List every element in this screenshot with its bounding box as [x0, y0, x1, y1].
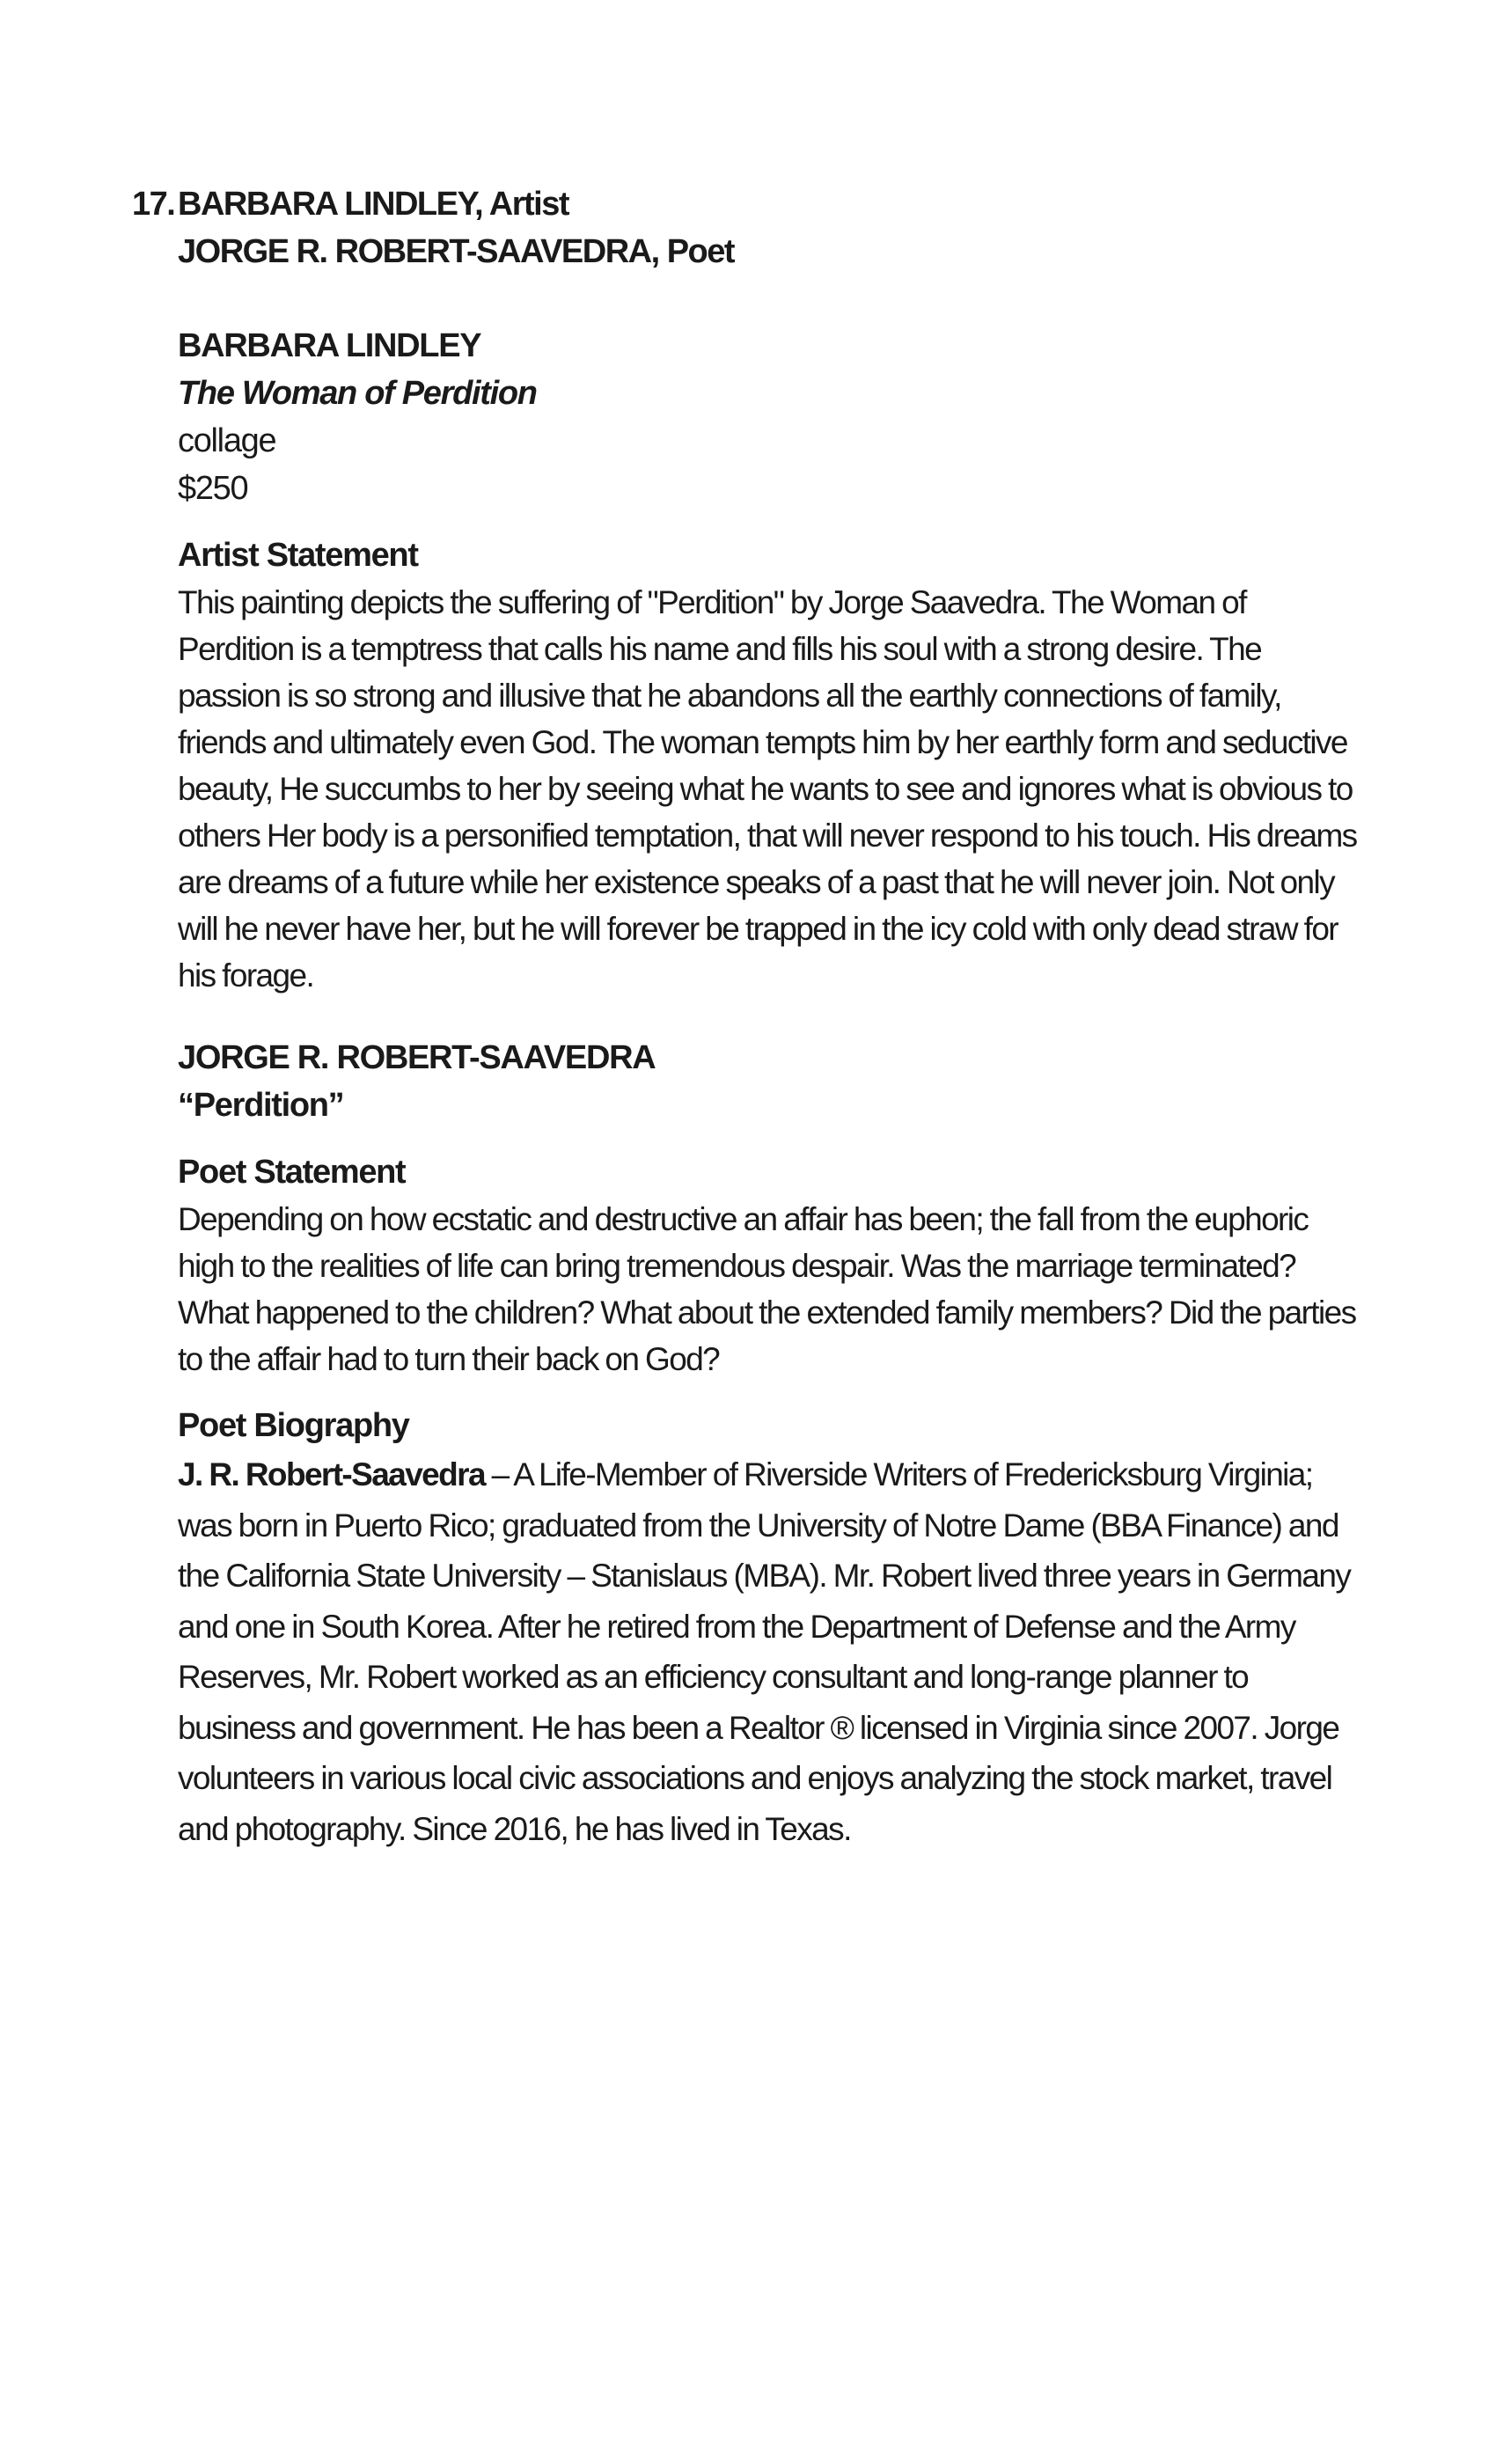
- entry-number: 17.: [132, 186, 175, 223]
- entry-poet-credit: JORGE R. ROBERT-SAAVEDRA, Poet: [178, 233, 735, 270]
- entry-content: [178, 322, 1357, 1854]
- poet-name: JORGE R. ROBERT-SAAVEDRA: [178, 1039, 656, 1076]
- artwork-price: $250: [178, 470, 248, 507]
- poem-title: “Perdition”: [178, 1087, 344, 1124]
- artist-statement-heading: Artist Statement: [178, 537, 418, 574]
- entry-header-line-2: [132, 228, 1364, 275]
- poet-statement-text: Depending on how ecstatic and destructive an affair has been; the fall from the euphoric high to the realities of life can bring tremendous despair. Was the marriage terminated? What happened to the children? What about the extended family members? Did the parties to the affair had to turn their back on God?: [178, 1201, 1356, 1377]
- poet-biography-name: J. R. Robert-Saavedra: [178, 1456, 485, 1492]
- poet-biography-heading: Poet Biography: [178, 1407, 409, 1444]
- artist-name: BARBARA LINDLEY: [178, 327, 481, 364]
- entry-header-line-1: [132, 180, 1364, 228]
- entry-artist-credit: BARBARA LINDLEY, Artist: [178, 186, 569, 223]
- poet-biography-text: [178, 1449, 1357, 1854]
- poet-biography-body: – A Life-Member of Riverside Writers of Fredericksburg Virginia; was born in Puerto Rico; graduated from the University of Notre Dame (BBA Finance) and the California State University – Stanislaus (MBA). Mr. Robert lived three years in Germany and one in South Korea. After he retired from the Department of Defense and the Army Reserves, Mr. Robert worked as an efficiency consultant and long-range planner to business and government. He has been a Realtor ® licensed in Virginia since 2007. Jorge volunteers in various local civic associations and enjoys analyzing the stock market, travel and photography. Since 2016, he has lived in Texas.: [178, 1456, 1351, 1847]
- artist-statement-text: This painting depicts the suffering of "Perdition" by Jorge Saavedra. The Woman of Perdition is a temptress that calls his name and fills his soul with a strong desire. The passion is so strong and illusive that he abandons all the earthly connections of family, friends and ultimately even God. The woman tempts him by her earthly form and seductive beauty, He succumbs to her by seeing what he wants to see and ignores what is obvious to others Her body is a personified temptation, that will never respond to his touch. His dreams are dreams of a future while her existence speaks of a past that he will never join. Not only will he never have her, but he will forever be trapped in the icy cold with only dead straw for his forage.: [178, 584, 1357, 994]
- artwork-medium: collage: [178, 422, 276, 459]
- artwork-title: The Woman of Perdition: [178, 375, 537, 412]
- entry-header: [132, 180, 1364, 275]
- poet-statement-heading: Poet Statement: [178, 1154, 406, 1191]
- entry-number-spacer: [132, 228, 178, 275]
